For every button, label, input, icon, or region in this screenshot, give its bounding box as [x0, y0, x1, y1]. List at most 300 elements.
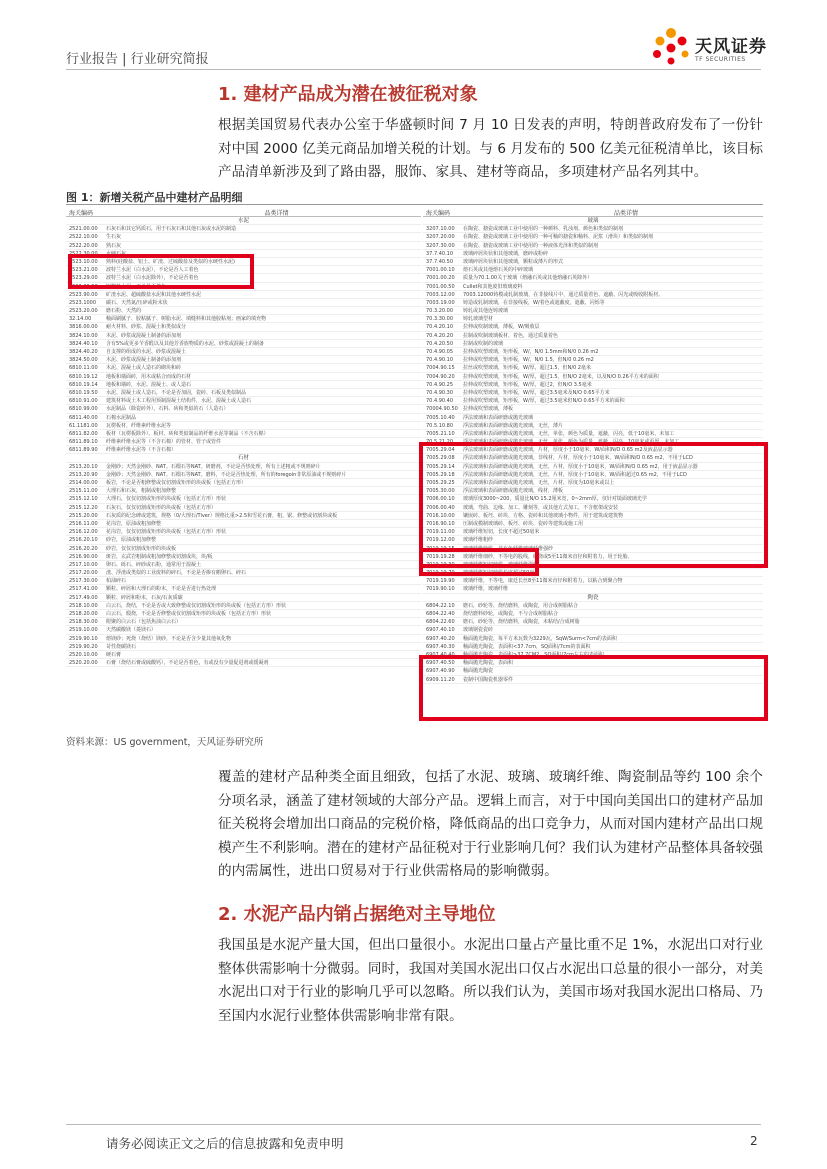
description-cell: 苛性烧碳镁石: [106, 643, 137, 650]
description-cell: 烧结磨料砂轮，或陶瓷，不与合成树脂粘合: [463, 611, 559, 617]
description-cell: 磨石粉、天然的: [106, 308, 142, 315]
hs-code-cell: 2516.90.00: [69, 553, 98, 560]
table-row: [423, 577, 763, 585]
description-cell: 波特兰水泥（白水泥除外），不论是否着色: [106, 275, 199, 282]
highlight-box-glass-fiber: [419, 548, 539, 576]
hs-code-cell: 6907.40.10: [426, 627, 455, 634]
hs-code-cell: 70.5.21.20: [426, 439, 454, 446]
hs-code-cell: 2523.20.00: [69, 308, 98, 315]
hs-code-cell: 70.4.90.30: [426, 389, 454, 396]
table-row: [66, 307, 421, 315]
table-row: [66, 610, 421, 618]
table-row: [66, 430, 421, 438]
description-cell: 拉伸或吹塑玻璃，矩形板，W/厚，超过1.5，但N/O 2毫米，以及N/O 0.26平方米的面积: [463, 373, 659, 380]
table-row: [66, 438, 421, 446]
table-subheading: 玻璃: [423, 217, 763, 225]
table-subheading: 陶瓷: [423, 594, 763, 602]
description-cell: 自支撑的组成的水泥、砂浆或混凝土: [106, 349, 187, 355]
figure-title-rule: [66, 204, 763, 205]
table-row: [66, 520, 421, 528]
table-row: [66, 651, 421, 659]
description-cell: 木泥、混凝土或人造石的砌块和砖: [106, 365, 182, 372]
hs-code-cell: 2523.1000: [69, 299, 97, 306]
hs-code-cell: 3207.20.00: [426, 234, 455, 241]
description-cell: 熔石英或其他熔石英的中碎玻璃: [463, 267, 534, 274]
description-cell: 石灰石和其它钙质石，用于石灰石和其他石灰或水泥的制造: [106, 226, 237, 233]
table-row: [423, 323, 763, 331]
table-row: [66, 471, 421, 479]
description-cell: 熟料(硅酸盐、铝土、矿渣、过硫酸盐及类似的水硬性水泥): [106, 258, 235, 265]
table-row: [66, 414, 421, 422]
description-cell: 卵石、砾石、碎砂或石粉，通常用于混凝土: [106, 561, 202, 568]
description-cell: 玻璃碎屑块状和其他玻璃，磨碎或粉碎: [463, 250, 549, 257]
description-cell: 浮法玻璃和表面研磨或抛光玻璃，无丝，薄片: [463, 422, 564, 429]
description-cell: 铸造或轧制玻璃，在非接线板，W/着色或遮蔽度，遮蔽、闪烁等: [463, 299, 605, 306]
description-cell: 附聚的白云石（包括焦油白云石）: [106, 619, 182, 626]
description-cell: 硬石膏: [106, 651, 122, 658]
table-row: [423, 291, 763, 299]
hs-code-cell: 7019.11.00: [426, 529, 455, 536]
description-cell: 含有5%或更多苄香醛以及其他芳香族物质的水泥、砂浆或混凝土的制备: [106, 340, 264, 347]
hs-code-cell: 70.4.20.20: [426, 332, 454, 339]
table-row: [423, 389, 763, 397]
table-row: [423, 381, 763, 389]
hs-code-cell: 6811.89.10: [69, 439, 98, 446]
hs-code-cell: 2516.11.00: [69, 520, 98, 527]
hs-code-cell: 70.4.90.10: [426, 357, 454, 364]
hs-code-cell: 7005.10.40: [426, 414, 455, 421]
hs-code-cell: 70.4.90.40: [426, 398, 454, 405]
hs-code-cell: 2519.90.10: [69, 635, 98, 642]
table-row: [66, 364, 421, 372]
description-cell: 生石灰: [106, 234, 122, 241]
description-cell: 在陶瓷、搪瓷或玻璃工业中使用的一种可釉的搪瓷和釉料、泥浆（滑块）和类似的制剂: [463, 234, 654, 241]
table-row: [66, 397, 421, 405]
table-row: [423, 364, 763, 372]
hs-code-cell: 37.7.40.50: [426, 258, 454, 265]
description-cell: 熔镁砂；死烧（烧结）镁砂，不论是否含少量其他氧化物: [106, 635, 232, 642]
description-cell: 板材（瓦楞板除外）、板材、砖和类似制品的纤维水泥等制品（不含石棉）: [106, 430, 269, 437]
table-row: [66, 463, 421, 471]
description-cell: 矿渣水泥、超硫酸盐水泥和其他水硬性水泥: [106, 291, 202, 298]
description-cell: 镶嵌砖、板坯、砖块、方格、瓷砖和其他玻璃小物件，用于建筑或建筑物: [463, 512, 624, 519]
figure-source: 资料来源：US government，天风证券研究所: [66, 737, 264, 748]
hs-code-cell: 6810.19.14: [69, 381, 98, 388]
table-row: [66, 446, 421, 454]
description-cell: 玻璃纤维细纱，不等电的股线，缠绕或5至11微米直径和附着力，用于轮胎。: [463, 553, 633, 560]
footer-disclaimer: 请务必阅读正文之后的信息披露和免责申明: [106, 1136, 344, 1151]
hs-code-cell: 2516.12.00: [69, 529, 98, 536]
description-cell: 水泥、混凝土或人造石，不论是否加固，瓷砖、石板及类似制品: [106, 389, 247, 396]
hs-code-cell: 2518.30.00: [69, 619, 98, 626]
hs-code-cell: 6907.40.40: [426, 651, 455, 658]
hs-code-cell: 7005.29.14: [426, 463, 455, 470]
table-row: [66, 479, 421, 487]
logo-mark-icon: [651, 26, 691, 66]
table-subheading: 水泥: [66, 217, 421, 225]
table-row: [66, 512, 421, 520]
hs-code-cell: 61.1181.00: [69, 422, 98, 429]
description-cell: 釉面抛光陶瓷，表面积: [463, 660, 514, 667]
description-cell: 釉面抛光陶瓷，每平方米瓦数为3229瓦，SqW/Surm<7cm的表面积: [463, 635, 617, 642]
hs-code-cell: 2515.20.00: [69, 512, 98, 519]
description-cell: 玻璃钢瓷瓷砖: [463, 627, 494, 634]
hs-code-cell: 3207.30.00: [426, 242, 455, 249]
description-cell: 玻璃纤维短切纱线长度超过50毫米: [463, 570, 540, 577]
hs-code-cell: 7004.90.20: [426, 373, 455, 380]
hs-code-cell: 7005.29.04: [426, 447, 455, 454]
hs-code-cell: 3824.10.00: [69, 332, 98, 339]
description-cell: 白云石，煅烧，不论是否修整或仅切割成矩形的块或板（包括正方形）形状: [106, 611, 272, 617]
description-cell: 砂岩，仅仅切割成矩形的块或板: [106, 545, 177, 552]
hs-code-cell: 3824.40.20: [69, 349, 98, 355]
hs-code-cell: 7003.12.00: [426, 291, 455, 298]
description-cell: 拉伸或吹塑玻璃，矩形板，W/，N/0 1.5，但N/0 0.26 m2: [463, 357, 594, 364]
description-cell: 釉面刷腻子、胶粘腻子、树脂水泥、填缝料和其他胶粘剂；画家的填充物: [106, 316, 267, 323]
table-row: [66, 405, 421, 413]
hs-code-cell: 7019.12.00: [426, 537, 455, 544]
table-right-header: [423, 208, 763, 217]
table-row: [66, 569, 421, 577]
tf-securities-logo: [651, 26, 767, 68]
description-cell: 玻璃，弯曲、边缘、加工、雕刻等，或其他方式加工，不含框架或安装: [463, 504, 619, 511]
hs-code-cell: 2516.20.10: [69, 537, 98, 544]
hs-code-cell: 70.4.20.10: [426, 324, 454, 331]
description-cell: 在陶瓷、搪瓷或玻璃工业中使用的一种颜料、乳浊剂、颜色和类似的制剂: [463, 226, 624, 233]
section-2-title: 2. 水泥产品内销占据绝对主导地位: [218, 904, 496, 925]
description-cell: 浮法玻璃和表面研磨或抛光玻璃，线材，薄板: [463, 488, 564, 495]
table-row: [423, 626, 763, 634]
hs-code-cell: 7019.19.70: [426, 570, 455, 577]
hs-code-cell: 70.5.10.80: [426, 422, 454, 429]
table-row: [423, 299, 763, 307]
table-row: [66, 356, 421, 364]
table-row: [423, 332, 763, 340]
header-code: 海关编码: [426, 210, 451, 217]
description-cell: 水泥制品（除瓷砖外），石料、砖和类似的石（人造石）: [106, 406, 229, 413]
table-row: [66, 299, 421, 307]
hs-code-cell: 2523.30.00: [69, 283, 98, 290]
table-row: [423, 266, 763, 274]
hs-code-cell: 2514.00.00: [69, 480, 98, 486]
table-row: [66, 585, 421, 593]
table-row: [423, 348, 763, 356]
hs-code-cell: 6810.19.50: [69, 389, 98, 396]
table-row: [423, 233, 763, 241]
table-row: [66, 323, 421, 331]
description-cell: 釉面抛光陶瓷，表面积<37.7cm，SQ面积/7cm的表面积: [463, 643, 591, 650]
description-cell: 浮法玻璃和表面研磨或抛光玻璃，片材，厚度小于10毫米，W/面积N/O 0.65 m2及液晶显示器: [463, 447, 673, 454]
hs-code-cell: 7016.10.00: [426, 512, 455, 519]
description-cell: Cullet和其他废旧玻璃废料: [463, 283, 523, 290]
description-cell: 纤维素纤维水泥等（不含石棉）: [106, 447, 177, 454]
hs-code-cell: 3824.50.00: [69, 357, 98, 364]
table-row: [66, 381, 421, 389]
table-row: [423, 618, 763, 626]
description-cell: 7003.12000铸模或轧制玻璃，在非接线片中，通过质量着色、遮蔽、闪光或吸收附板材。: [463, 291, 664, 298]
hs-code-cell: 2513.20.10: [69, 463, 98, 470]
description-cell: 在陶瓷、搪瓷或玻璃工业中使用的一种液体光泽和类似的制剂: [463, 242, 599, 249]
hs-code-cell: 2523.29.00: [69, 275, 98, 282]
hs-code-cell: 2518.20.00: [69, 611, 98, 617]
table-row: [423, 225, 763, 233]
hs-code-cell: 3207.10.00: [426, 226, 455, 233]
hs-code-cell: 7005.29.18: [426, 471, 455, 478]
hs-code-cell: 2517.30.00: [69, 578, 98, 585]
description-cell: 浮法玻璃和表面研磨或抛光玻璃，非线材，片材，厚度小于10毫米，W/面积N/O 0.65 m2，不用于LCD: [463, 455, 693, 462]
description-cell: 釉面抛光陶瓷，表面积>37.7CM2，SQ面积/7cm左右的表面积: [463, 651, 604, 658]
description-cell: 板岩，不论是否粗修整或仅切割成矩形的块或板（包括正方形）: [106, 480, 247, 486]
hs-code-cell: 3824.40.10: [69, 340, 98, 347]
description-cell: 砂岩，原油或粗加修整: [106, 537, 157, 544]
table-row: [423, 242, 763, 250]
hs-code-cell: 70.4.90.25: [426, 381, 454, 388]
description-cell: 木泥、砂浆或混凝土制备的添加剂: [106, 357, 182, 364]
header-desc: 品类详情: [264, 210, 289, 217]
table-row: [66, 626, 421, 634]
description-cell: 碳石、天然氮/压碎或粉末状: [106, 299, 168, 306]
description-cell: 白云石，烧结，不论是否或大致修整或仅切割成矩形的块或板（包括正方形）形状: [106, 602, 287, 609]
description-cell: 浮法玻璃和表面研磨或抛光玻璃，无丝，片材，厚度为10毫米或以上: [463, 480, 615, 486]
table-row: [66, 594, 421, 602]
description-cell: 瓷制中国陶瓷机器零件: [463, 676, 514, 683]
table-row: [423, 307, 763, 315]
description-cell: 熟石灰: [106, 242, 122, 249]
table-row: [423, 610, 763, 618]
table-row: [423, 643, 763, 651]
hs-code-cell: 7006.00.10: [426, 496, 455, 503]
hs-code-cell: 2521.00.00: [69, 226, 98, 233]
hs-code-cell: 7005.30.00: [426, 488, 455, 495]
table-row: [66, 528, 421, 536]
report-category: 行业报告 | 行业研究简报: [66, 52, 209, 67]
hs-code-cell: 2522.10.00: [69, 234, 98, 241]
section-1-title: 1. 建材产品成为潜在被征税对象: [218, 84, 478, 105]
table-row: [66, 487, 421, 495]
section-2-paragraph: 我国虽是水泥产量大国，但出口量很小。水泥出口量占产量比重不足 1%，水泥出口对行业整体供需影响十分微弱。同时，我国对美国水泥出口仅占水泥出口总量的很小一部分，对美水泥出口对于行业的影响几乎可以忽略。所以我们认为，美国市场对我国水泥出口格局、乃至国内水泥行业整体供需影响非常有限。: [218, 937, 763, 1024]
table-row: [423, 274, 763, 282]
description-cell: 渣、浮渣或类似的工业废料的碎石，不论是否掺有鹅卵石、碎石: [106, 570, 247, 577]
hs-code-cell: 7019.19.90: [426, 578, 455, 585]
table-row: [66, 242, 421, 250]
hs-code-cell: 2516.20.20: [69, 545, 98, 552]
hs-code-cell: 6810.91.00: [69, 398, 98, 405]
hs-code-cell: 70.3.30.00: [426, 316, 454, 323]
description-cell: 质量为70.1.00关于玻璃（熔融石英或其他熔融石英除外）: [463, 275, 593, 282]
hs-code-cell: 7006.00.40: [426, 504, 455, 511]
header-desc: 品类详情: [613, 210, 638, 217]
description-cell: 石灰石，仅仅切割成矩形的块或板（包括正方形）: [106, 504, 217, 511]
table-row: [423, 422, 763, 430]
table-row: [423, 414, 763, 422]
table-row: [423, 602, 763, 610]
hs-code-cell: 6907.40.20: [426, 635, 455, 642]
hs-code-cell: 6804.22.10: [426, 602, 455, 609]
description-cell: 铝酸盐水泥，不论是否着色: [106, 283, 167, 290]
description-cell: 拉伸或吹塑玻璃，薄板: [463, 406, 514, 413]
table-row: [423, 635, 763, 643]
figure-title: 图 1：新增关税产品中建材产品明细: [66, 191, 243, 204]
description-cell: 木泥、砂浆或混凝土制备的添加剂: [106, 332, 182, 339]
description-cell: 玻璃纤维，不等电，康廷长丝8至11微米直径和附着力，以粘合到聚合物: [463, 578, 623, 585]
hs-code-cell: 2520.20.00: [69, 660, 98, 667]
table-row: [66, 545, 421, 553]
description-cell: 建筑材料或土木工程用预制混凝土结构件，水泥、混凝土或人造石: [106, 398, 252, 405]
hs-code-cell: 2519.10.00: [69, 627, 98, 634]
hs-code-cell: 6804.22.40: [426, 611, 455, 617]
table-row: [66, 422, 421, 430]
table-row: [423, 585, 763, 593]
table-row: [66, 315, 421, 323]
hs-code-cell: 7001.00.10: [426, 267, 455, 274]
table-row: [66, 577, 421, 585]
description-cell: 拉制或吹制玻璃板材，着色，通过质量着色: [463, 332, 559, 339]
table-row: [66, 291, 421, 299]
table-row: [66, 536, 421, 544]
description-cell: 地板和墙砖，水泥、混凝土、或人造石: [106, 381, 192, 388]
description-cell: 花岗岩，原油或粗加修整: [106, 520, 162, 527]
description-cell: 压制或模制玻璃砖、板坯、砖块、瓷砖等建筑或施工用: [463, 520, 584, 527]
table-row: [66, 495, 421, 503]
description-cell: 浮法玻璃和表面研磨或抛光玻璃: [463, 414, 534, 421]
header-code: 海关编码: [69, 210, 94, 217]
hs-code-cell: 70.4.20.50: [426, 340, 454, 347]
hs-code-cell: 6810.99.00: [69, 406, 98, 413]
hs-code-cell: 6811.89.90: [69, 447, 98, 454]
header-divider: [66, 69, 761, 70]
table-row: [66, 602, 421, 610]
table-row: [66, 389, 421, 397]
table-row: [423, 315, 763, 323]
description-cell: 玻璃纤维短切，长度不超过50毫米: [463, 529, 540, 536]
hs-code-cell: 7001.00.20: [426, 275, 455, 282]
hs-code-cell: 7019.19.28: [426, 553, 455, 560]
description-cell: 磨石，砂轮等，烧结磨料，或陶瓷，用合成树脂粘合: [463, 602, 579, 609]
hs-code-cell: 32.14.00: [69, 316, 92, 323]
description-cell: 铸轧或其他连铸玻璃: [463, 308, 509, 315]
description-cell: 花岗岩，仅仅切割成矩形的块或板（包括正方形）形状: [106, 529, 227, 536]
description-cell: 浮法玻璃和表面研磨或抛光玻璃，无丝，片材，厚度小于10毫米，W/面积超过0.65 m2，不用于LCD: [463, 471, 687, 478]
description-cell: 拉伸或吹制玻璃，薄板，W/吸收层: [463, 324, 540, 331]
hs-code-cell: 2523.90.00: [69, 291, 98, 298]
description-cell: 玻璃纤维纱线，非有色纤维玻璃纤维强纱: [463, 545, 554, 552]
table-row: [423, 405, 763, 413]
description-cell: 磨石，砂轮等，烧结磨料，或陶瓷，未粘结/合成树脂: [463, 619, 580, 626]
table-left-header: [66, 208, 421, 217]
table-row: [66, 553, 421, 561]
hs-code-cell: 2522.20.00: [69, 242, 98, 249]
description-cell: 拉伸或吹塑玻璃，矩形板，W/厚，超过3.5毫米及N/O 0.65平方米: [463, 389, 610, 396]
description-cell: 金刚砂；天然金刚砂、NAT。石榴石等NAT。研磨剂，不论是否热处理，所有上述粗或不规则碎片: [106, 463, 321, 470]
table-row: [66, 643, 421, 651]
hs-code-cell: 2523.21.00: [69, 267, 98, 274]
logo-subtitle: TF SECURITIES: [695, 56, 746, 63]
description-cell: 浮法玻璃和表面研磨或抛光玻璃，无丝，单张，颜色为质量，遮蔽，闪亮，低于10毫米，未加工: [463, 430, 675, 437]
hs-code-cell: 3816.00.00: [69, 324, 98, 331]
hs-code-cell: 6804.22.60: [426, 619, 455, 626]
description-cell: 柏油碎石: [106, 578, 127, 585]
description-cell: 拉伸或吹塑玻璃，矩形板，W/，N/0 1.5mm和N/0 0.26 m2: [463, 349, 599, 355]
hs-code-cell: 2517.41.00: [69, 586, 98, 593]
logo-name: 天风证券: [695, 37, 767, 57]
section-1-paragraph: 根据美国贸易代表办公室于华盛顿时间 7 月 10 日发表的声明，特朗普政府发布了一份针对中国 2000 亿美元商品加增关税的计划。与 6 月发布的 500 亿美元征税清单比，该目标产品清单新涉及到了路由器，服饰、家具、建材等商品，多项建材产品名列其中。: [218, 117, 763, 180]
highlight-box-cement: [68, 254, 254, 289]
hs-code-cell: 7019.19.15: [426, 545, 455, 552]
table-row: [423, 430, 763, 438]
description-cell: 地板和墙面砖，用木或粘合而成的石材: [106, 373, 192, 380]
table-row: [66, 233, 421, 241]
description-cell: 玻璃纤维短切纱线，玻璃纤维强纱: [463, 561, 539, 568]
description-cell: 玻璃碎屑块状和其他玻璃，颗粒或薄片的形式: [463, 258, 564, 265]
description-cell: 铸轧玻璃型材: [463, 316, 494, 323]
hs-code-cell: 6907.40.50: [426, 660, 455, 667]
hs-code-cell: 70.4.90.05: [426, 349, 454, 355]
table-row: [66, 659, 421, 667]
hs-code-cell: 2517.49.00: [69, 594, 98, 601]
table-row: [66, 561, 421, 569]
tariff-product-table: [66, 208, 763, 724]
hs-code-cell: 2515.12.10: [69, 496, 98, 503]
description-cell: 波特兰水泥（白水泥），不论是否人工着色: [106, 267, 199, 274]
hs-code-cell: 6907.40.90: [426, 668, 455, 675]
description-cell: 纤维素纤维水泥等（不含石棉）的管材、管子或管件: [106, 439, 222, 446]
hs-code-cell: 7001.00.50: [426, 283, 455, 290]
hs-code-cell: 70.3.20.00: [426, 308, 454, 315]
description-cell: 水硬石灰: [106, 250, 127, 257]
table-row: [66, 225, 421, 233]
description-cell: 釉面抛光陶瓷: [463, 668, 494, 675]
table-row: [66, 340, 421, 348]
hs-code-cell: 2523.10.00: [69, 258, 98, 265]
hs-code-cell: 6811.82.00: [69, 430, 98, 437]
table-row: [423, 356, 763, 364]
table-row: [66, 348, 421, 356]
section-1-analysis-paragraph: 覆盖的建材产品种类全面且细致，包括了水泥、玻璃、玻璃纤维、陶瓷制品等约 100 余个分项名录，涵盖了建材领域的大部分产品。逻辑上而言，对于中国向美国出口的建材产品加征关税将会增加出口商品的完税价格，降低商品的出口竞争力，从而对国内建材产品出口规模产生不利影响。潜在的建材产品征税对于行业影响几何？我们认为建材产品整体具备较强的内需属性，进出口贸易对于行业供需格局的影响微弱。: [218, 769, 763, 879]
hs-code-cell: 2517.20.00: [69, 570, 98, 577]
description-cell: 浮法玻璃和表面研磨或抛光玻璃，无丝，单张，颜色为质量，遮蔽，闪亮，10毫米或更厚，未加工: [463, 439, 680, 446]
table-row: [66, 504, 421, 512]
hs-code-cell: 6907.40.30: [426, 643, 455, 650]
hs-code-cell: 2513.20.90: [69, 471, 98, 478]
description-cell: 石灰质的纪念碑或建筑，规格（0/大理石/Tiver）规格比重>2.5和雪花石膏，粗、锯、修整或切割块或板: [106, 512, 338, 519]
description-cell: 石膏（烧结石膏或硫酸钙），不论是否着色，有或没有少量促进剂或缓凝剂: [106, 660, 269, 667]
hs-code-cell: 2515.12.20: [69, 504, 98, 511]
hs-code-cell: 6909.11.20: [426, 676, 455, 683]
hs-code-cell: 70004.90.50: [426, 406, 458, 413]
description-cell: 拉伸或吹塑玻璃，矩形板，W/厚，超过2，但N/O 3.5毫米: [463, 381, 592, 388]
hs-code-cell: 7003.19.00: [426, 299, 455, 306]
hs-code-cell: 7019.19.30: [426, 561, 455, 568]
table-row: [423, 340, 763, 348]
description-cell: 拉制或吹制的玻璃: [463, 340, 504, 347]
table-row: [423, 373, 763, 381]
description-cell: 浮法玻璃和表面研磨或抛光玻璃，无丝，片材，厚度小于10毫米，W/面积N/O 0.65 m2，用于液晶显示器: [463, 463, 698, 470]
description-cell: 玻璃厚度3000~200，质量比N/O 15.2厘米宽，0~2mm厚，仅针对镜面玻璃光学: [463, 496, 647, 503]
footer-divider: [66, 1124, 761, 1125]
table-row: [423, 250, 763, 258]
table-row: [66, 332, 421, 340]
description-cell: 玻璃纤维，玻璃纤维: [463, 586, 509, 593]
hs-code-cell: 37.7.40.10: [426, 250, 454, 257]
table-subheading: 石材: [66, 454, 421, 462]
description-cell: 颗粒、碎屑和粉末，石灰/石灰质碳: [106, 594, 183, 601]
table-row: [423, 397, 763, 405]
hs-code-cell: 2519.90.20: [69, 643, 98, 650]
hs-code-cell: 7004.90.15: [426, 365, 455, 372]
hs-code-cell: 7005.29.08: [426, 455, 455, 462]
hs-code-cell: 7016.90.10: [426, 520, 455, 527]
page-number: 2: [750, 1134, 758, 1148]
